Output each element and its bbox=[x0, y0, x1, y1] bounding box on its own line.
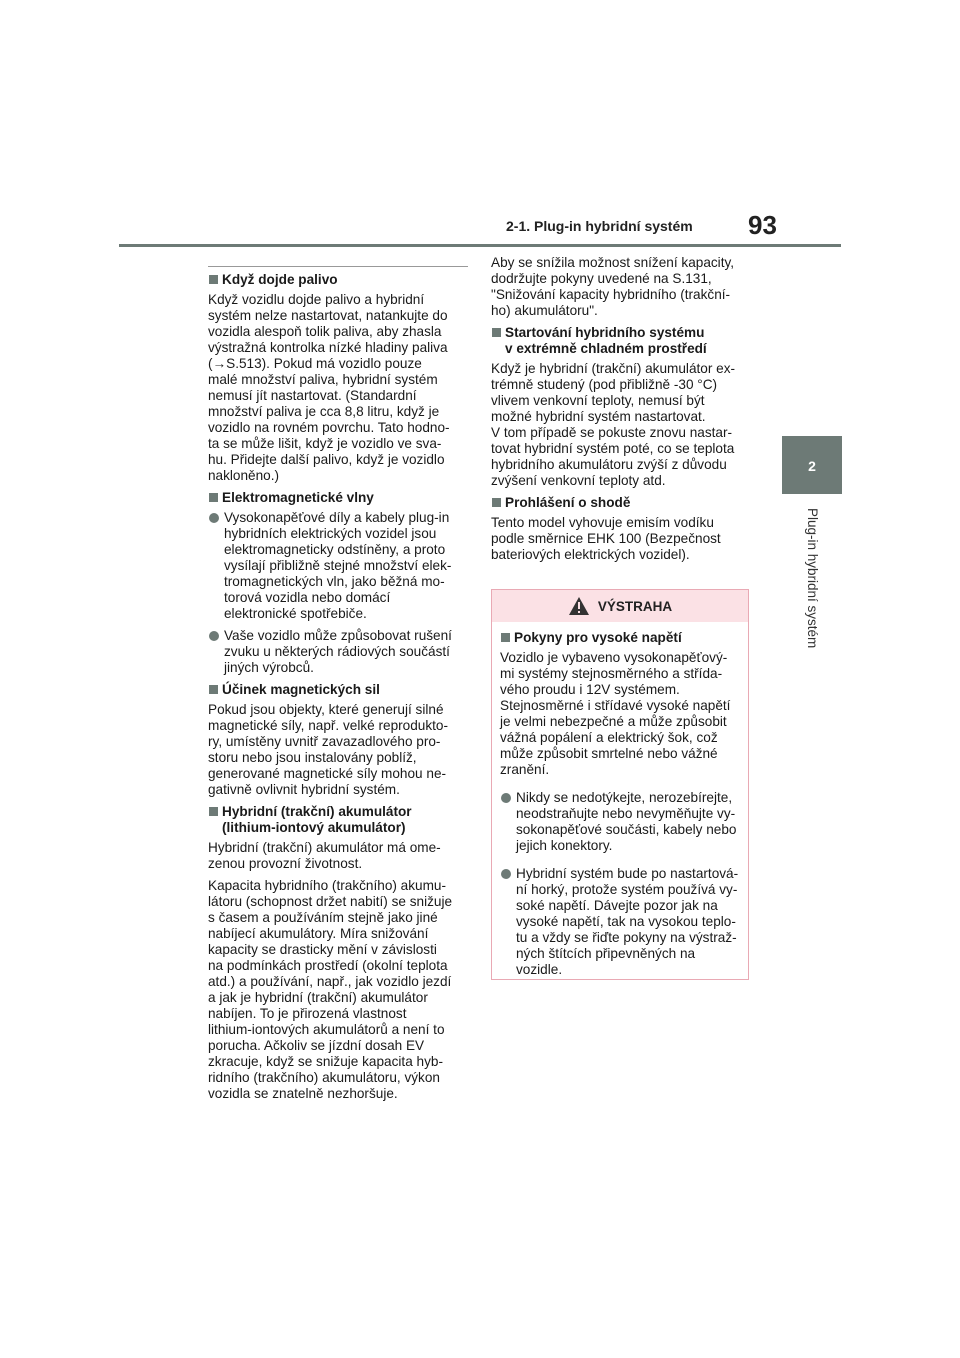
paragraph: Tento model vyhovuje emisím vodíku podle směrnice EHK 100 (Bezpečnost bateriových elektrických vozidel). bbox=[491, 515, 721, 562]
section-heading: Pokyny pro vysoké napětí bbox=[500, 630, 740, 646]
section-heading: Hybridní (trakční) akumulátor (lithium-iontový akumulátor) bbox=[208, 804, 468, 836]
square-bullet-icon bbox=[492, 328, 501, 337]
paragraph: Kapacita hybridního (trakčního) akumu- látoru (schopnost držet nabití) se snižuje s časem a používáním stejně jako jiné nabíjecí akumulátory. Míra snižování kapacity se drasticky mění v závislosti na podmínkách prostředí (okolní teplota atd.) a používání, např., jak vozidlo jezdí a jak je hybridní (trakční) akumulátor nabíjen. To je přirozená vlastnost lithium-iontových akumulátorů a není to porucha. Ačkoliv se jízdní dosah EV zkracuje, když se snižuje kapacita hyb- ridního (trakčního) akumulátoru, výkon vozidla se znatelně nezhoršuje. bbox=[208, 878, 453, 1101]
paragraph: Aby se snížila možnost snížení kapacity, dodržujte pokyny uvedené na S.131, "Snižování kapacity hybridního (trakční- ho) akumulátoru". bbox=[491, 255, 735, 318]
section-heading: Účinek magnetických sil bbox=[208, 682, 468, 698]
chapter-label-text: Plug-in hybridní systém bbox=[805, 508, 820, 649]
section-heading: Elektromagnetické vlny bbox=[208, 490, 468, 506]
square-bullet-icon bbox=[209, 685, 218, 694]
circle-bullet-icon bbox=[501, 793, 511, 803]
section-heading: Prohlášení o shodě bbox=[491, 495, 753, 511]
circle-bullet-icon bbox=[501, 869, 511, 879]
warning-label: VÝSTRAHA bbox=[597, 598, 673, 614]
warning-box bbox=[491, 589, 749, 980]
circle-bullet-icon bbox=[209, 631, 219, 641]
column-top-rule bbox=[208, 266, 468, 267]
bullet-item: Hybridní systém bude po nastartová- ní horký, protože systém používá vy- soké napětí. Dávejte pozor jak na vysoké napětí, tak na vysokou teplo- tu a vždy se řiďte pokyny na výstraž- ných štítcích připevněných na vozidle. bbox=[500, 866, 740, 978]
paragraph: Když vozidlu dojde palivo a hybridní systém nelze nastartovat, natankujte do vozidla alespoň tolik paliva, aby zhasla výstražná kontrolka nízké hladiny paliva (→S.513). Pokud má vozidlo pouze malé množství paliva, hybridní systém nemusí jít nastartovat. (Standardní množství paliva je cca 8,8 litru, když je vozidlo na rovném povrchu. Tato hodno- ta se může lišit, když je vozidlo ve sva- hu. Přidejte další palivo, když je vozidlo nakloněno.) bbox=[208, 292, 450, 483]
chapter-label bbox=[803, 508, 823, 668]
square-bullet-icon bbox=[501, 633, 510, 642]
square-bullet-icon bbox=[492, 498, 501, 507]
section-heading: Když dojde palivo bbox=[208, 272, 468, 288]
bullet-item: Vaše vozidlo může způsobovat rušení zvuku u některých rádiových součástí jiných výrobců. bbox=[208, 628, 468, 676]
paragraph: Když je hybridní (trakční) akumulátor ex- trémně studený (pod přibližně -30 °C) vlivem venkovní teploty, nemusí být možné hybridní systém nastartovat. V tom případě se pokuste znovu nastar- tovat hybridní systém poté, co se teplota hybridního akumulátoru zvýší z důvodu zvýšení venkovní teploty atd. bbox=[491, 361, 736, 488]
chapter-number: 2 bbox=[808, 458, 816, 474]
square-bullet-icon bbox=[209, 275, 218, 284]
paragraph: Pokud jsou objekty, které generují silné magnetické síly, např. velké reprodukto- ry, umístěny uvnitř zavazadlového pro- storu nebo jsou instalovány poblíž, generované magnetické síly mohou ne- gativně ovlivnit hybridní systém. bbox=[208, 702, 449, 797]
section-heading: Startování hybridního systému v extrémně chladném prostředí bbox=[491, 325, 753, 357]
right-column bbox=[491, 255, 753, 569]
paragraph: Hybridní (trakční) akumulátor má ome- zenou provozní životnost. bbox=[208, 840, 441, 871]
warning-triangle-icon bbox=[568, 596, 590, 616]
bullet-item: Vysokonapěťové díly a kabely plug-in hybridních elektrických vozidel jsou elektromagneticky odstíněny, a proto vysílají přibližně stejné množství elek- tromagnetických vln, jako běžná mo- torová vozidla nebo domácí elektronické spotřebiče. bbox=[208, 510, 468, 622]
left-column bbox=[208, 266, 468, 1108]
circle-bullet-icon bbox=[209, 513, 219, 523]
bullet-item: Nikdy se nedotýkejte, nerozebírejte, neodstraňujte nebo nevyměňujte vy- sokonapěťové součásti, kabely nebo jejich konektory. bbox=[500, 790, 740, 854]
header-divider bbox=[119, 244, 841, 247]
paragraph: Vozidlo je vybaveno vysokonapěťový- mi systémy stejnosměrného a střída- vého proudu i 12V systémem. Stejnosměrné i střídavé vysoké napětí je velmi nebezpečné a může způsobit vážná popálení a elektrický šok, což může způsobit smrtelné nebo vážné zranění. bbox=[500, 650, 731, 777]
square-bullet-icon bbox=[209, 493, 218, 502]
square-bullet-icon bbox=[209, 807, 218, 816]
warning-header bbox=[492, 590, 748, 622]
section-title: 2-1. Plug-in hybridní systém bbox=[506, 218, 693, 234]
page-number: 93 bbox=[748, 210, 777, 240]
warning-body bbox=[492, 622, 748, 978]
